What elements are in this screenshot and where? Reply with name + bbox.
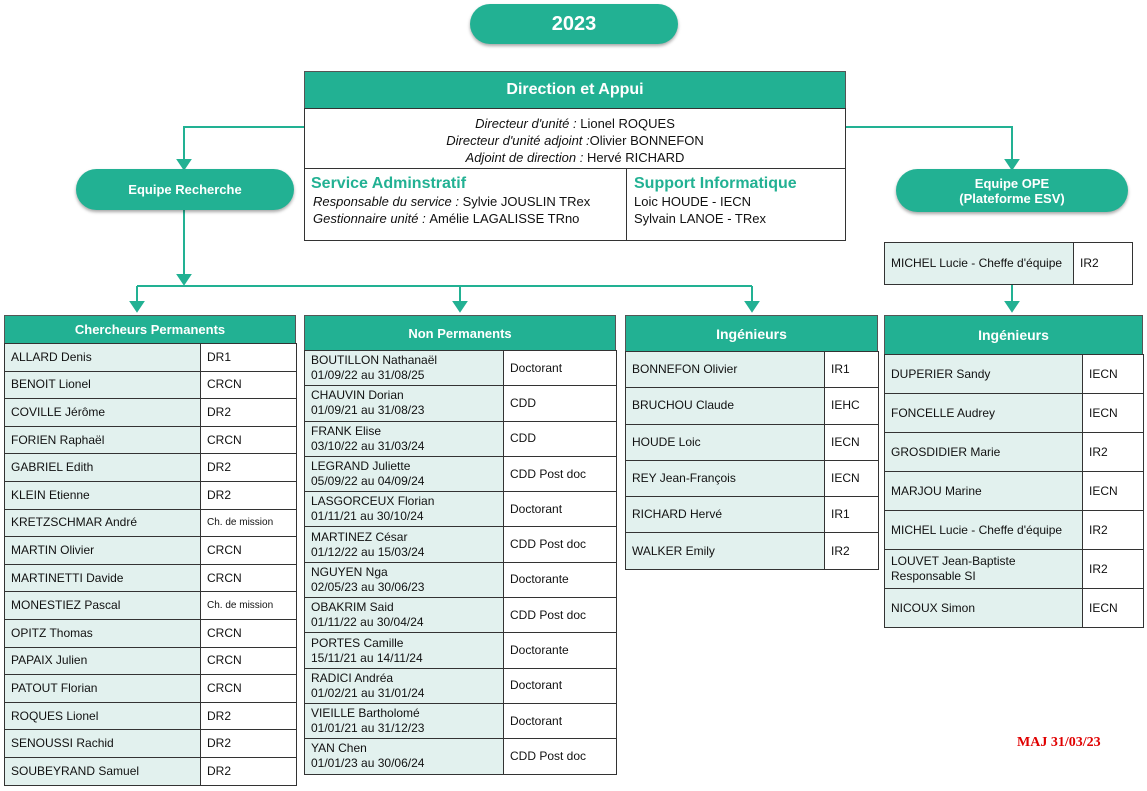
non-permanent-cell-dates: 03/10/22 au 31/03/24 [311, 438, 425, 453]
non-permanent-cell-name: MARTINEZ César [311, 529, 408, 544]
table-row [626, 424, 879, 460]
table-row [626, 460, 879, 496]
ope-engineer-grade: IECN [1083, 394, 1144, 433]
table-row [885, 472, 1144, 511]
non-permanent-cell [305, 456, 504, 491]
table-row [305, 633, 617, 668]
non-permanent-cell [305, 703, 504, 738]
non-permanent-cell [305, 633, 504, 668]
non-permanent-cell-dates: 01/01/21 au 31/12/23 [311, 721, 425, 736]
direction-header [304, 71, 846, 109]
researcher-grade: Ch. de mission [201, 592, 297, 620]
researcher-grade: DR2 [201, 757, 297, 785]
researcher-grade: DR2 [201, 730, 297, 758]
table-row [5, 592, 297, 620]
table-row [626, 533, 879, 569]
non-permanents-table [304, 350, 617, 775]
non-permanents-header [304, 315, 616, 351]
service-admin-line: Responsable du service : Sylvie JOUSLIN TRex [313, 194, 591, 209]
equipe-recherche-label: Equipe Recherche [128, 182, 242, 197]
engineer-grade: IR1 [825, 352, 879, 388]
table-row [5, 509, 297, 537]
non-permanent-cell-name: LASGORCEUX Florian [311, 494, 435, 509]
non-permanent-cell-name: YAN Chen [311, 741, 367, 756]
researcher-grade: DR2 [201, 399, 297, 427]
researcher-name: OPITZ Thomas [5, 619, 201, 647]
ope-engineer-grade: IECN [1083, 472, 1144, 511]
table-row [885, 550, 1144, 589]
researcher-name: SOUBEYRAND Samuel [5, 757, 201, 785]
non-permanent-cell [305, 351, 504, 386]
non-permanent-cell [305, 739, 504, 774]
researcher-name: FORIEN Raphaël [5, 426, 201, 454]
non-permanent-status: Doctorant [504, 703, 617, 738]
ope-engineer-name: DUPERIER Sandy [885, 355, 1083, 394]
table-row [305, 668, 617, 703]
ingenieurs-table [625, 351, 879, 570]
ope-lead-grade: IR2 [1074, 243, 1133, 285]
researcher-grade: DR2 [201, 702, 297, 730]
engineer-name: BRUCHOU Claude [626, 388, 825, 424]
table-row [885, 589, 1144, 628]
service-admin-title: Service Adminstratif [311, 175, 467, 192]
non-permanent-cell-dates: 01/09/22 au 31/08/25 [311, 368, 425, 383]
engineer-name: RICHARD Hervé [626, 497, 825, 533]
non-permanent-cell-dates: 05/09/22 au 04/09/24 [311, 474, 425, 489]
table-row [305, 598, 617, 633]
table-row [885, 511, 1144, 550]
table-row [305, 527, 617, 562]
table-row [5, 344, 297, 372]
ope-engineer-name: FONCELLE Audrey [885, 394, 1083, 433]
chercheurs-header [4, 315, 296, 344]
researcher-name: SENOUSSI Rachid [5, 730, 201, 758]
non-permanent-cell [305, 527, 504, 562]
researcher-grade: CRCN [201, 371, 297, 399]
table-row [305, 386, 617, 421]
non-permanent-cell [305, 386, 504, 421]
non-permanent-cell-name: CHAUVIN Dorian [311, 388, 404, 403]
support-info-line: Sylvain LANOE - TRex [634, 211, 766, 226]
ope-lead-table [884, 242, 1133, 285]
engineer-name: REY Jean-François [626, 460, 825, 496]
ope-lead-name: MICHEL Lucie - Cheffe d'équipe [885, 243, 1074, 285]
non-permanent-cell-dates: 02/05/23 au 30/06/23 [311, 579, 425, 594]
table-row [305, 492, 617, 527]
direction-assistant-line: Adjoint de direction : Hervé RICHARD [465, 150, 685, 165]
non-permanent-status: Doctorant [504, 351, 617, 386]
engineer-name: WALKER Emily [626, 533, 825, 569]
direction-title: Direction et Appui [506, 81, 644, 98]
non-permanent-cell [305, 668, 504, 703]
ingenieurs-ope-header [884, 315, 1143, 355]
ingenieurs-title: Ingénieurs [716, 325, 787, 342]
non-permanent-cell [305, 598, 504, 633]
non-permanent-cell-name: PORTES Camille [311, 635, 404, 650]
researcher-name: BENOIT Lionel [5, 371, 201, 399]
researcher-grade: CRCN [201, 675, 297, 703]
table-row [305, 739, 617, 774]
table-row [305, 421, 617, 456]
ope-engineer-name: MICHEL Lucie - Cheffe d'équipe [885, 511, 1083, 550]
engineer-grade: IECN [825, 460, 879, 496]
researcher-name: ROQUES Lionel [5, 702, 201, 730]
table-row [5, 757, 297, 785]
table-row [5, 675, 297, 703]
equipe-ope-sublabel: (Plateforme ESV) [959, 190, 1065, 206]
researcher-grade: Ch. de mission [201, 509, 297, 537]
table-row [5, 647, 297, 675]
non-permanent-cell-name: BOUTILLON Nathanaël [311, 353, 438, 368]
researcher-grade: DR2 [201, 481, 297, 509]
support-info-title: Support Informatique [634, 175, 797, 192]
ingenieurs-header [625, 315, 878, 352]
researcher-name: MARTINETTI Davide [5, 564, 201, 592]
update-note: MAJ 31/03/23 [1017, 735, 1101, 750]
non-permanent-status: CDD Post doc [504, 598, 617, 633]
non-permanent-status: CDD [504, 386, 617, 421]
researcher-name: COVILLE Jérôme [5, 399, 201, 427]
table-row [5, 702, 297, 730]
table-row [305, 703, 617, 738]
engineer-grade: IR2 [825, 533, 879, 569]
service-admin-line: Gestionnaire unité : Amélie LAGALISSE TRno [313, 211, 580, 226]
table-row [885, 394, 1144, 433]
non-permanent-cell [305, 492, 504, 527]
engineer-name: HOUDE Loic [626, 424, 825, 460]
researcher-name: MARTIN Olivier [5, 537, 201, 565]
non-permanent-cell-name: OBAKRIM Said [311, 600, 394, 615]
director-line: Directeur d'unité : Lionel ROQUES [475, 116, 675, 131]
table-row [305, 351, 617, 386]
table-row [5, 454, 297, 482]
non-permanent-cell-dates: 01/12/22 au 15/03/24 [311, 544, 425, 559]
table-row [885, 433, 1144, 472]
table-row [5, 399, 297, 427]
ingenieurs-ope-table [884, 354, 1144, 628]
researcher-grade: CRCN [201, 619, 297, 647]
researcher-grade: CRCN [201, 426, 297, 454]
engineer-grade: IECN [825, 424, 879, 460]
researcher-name: KRETZSCHMAR André [5, 509, 201, 537]
table-row [885, 355, 1144, 394]
researcher-name: PAPAIX Julien [5, 647, 201, 675]
equipe-ope-label: Equipe OPE [974, 175, 1050, 191]
ope-engineer-grade: IR2 [1083, 511, 1144, 550]
researcher-name: MONESTIEZ Pascal [5, 592, 201, 620]
ope-engineer-grade: IR2 [1083, 433, 1144, 472]
table-row [305, 562, 617, 597]
table-row [626, 352, 879, 388]
researcher-grade: CRCN [201, 564, 297, 592]
non-permanent-cell-dates: 01/09/21 au 31/08/23 [311, 403, 425, 418]
non-permanent-cell [305, 421, 504, 456]
table-row [5, 564, 297, 592]
non-permanent-cell-dates: 01/11/22 au 30/04/24 [311, 615, 424, 630]
ope-engineer-grade: IR2 [1083, 550, 1144, 589]
non-permanent-cell [305, 562, 504, 597]
engineer-grade: IEHC [825, 388, 879, 424]
ope-engineer-name: LOUVET Jean-Baptiste Responsable SI [885, 550, 1083, 589]
non-permanent-status: Doctorante [504, 633, 617, 668]
non-permanent-status: CDD Post doc [504, 456, 617, 491]
non-permanent-cell-name: LEGRAND Juliette [311, 459, 411, 474]
researcher-name: PATOUT Florian [5, 675, 201, 703]
ope-engineer-grade: IECN [1083, 589, 1144, 628]
ope-engineer-name: MARJOU Marine [885, 472, 1083, 511]
year-badge [470, 4, 678, 44]
researcher-grade: DR1 [201, 344, 297, 372]
non-permanent-status: CDD [504, 421, 617, 456]
table-row [5, 371, 297, 399]
engineer-name: BONNEFON Olivier [626, 352, 825, 388]
non-permanent-status: CDD Post doc [504, 739, 617, 774]
non-permanent-cell-name: RADICI Andréa [311, 670, 394, 685]
service-admin-box [304, 168, 627, 241]
researcher-grade: CRCN [201, 647, 297, 675]
year-label: 2023 [551, 12, 597, 35]
researcher-name: GABRIEL Edith [5, 454, 201, 482]
non-permanent-cell-name: VIEILLE Bartholomé [311, 706, 420, 721]
chercheurs-title: Chercheurs Permanents [74, 322, 226, 337]
table-row [5, 426, 297, 454]
ingenieurs-ope-title: Ingénieurs [978, 327, 1049, 343]
non-permanent-status: Doctorante [504, 562, 617, 597]
table-row [5, 619, 297, 647]
non-permanent-status: CDD Post doc [504, 527, 617, 562]
table-row [626, 497, 879, 533]
non-permanents-title: Non Permanents [408, 325, 512, 341]
deputy-director-line: Directeur d'unité adjoint :Olivier BONNEFON [446, 133, 704, 148]
researcher-name: ALLARD Denis [5, 344, 201, 372]
researcher-grade: DR2 [201, 454, 297, 482]
table-row [5, 537, 297, 565]
non-permanent-cell-dates: 01/01/23 au 30/06/24 [311, 756, 425, 771]
table-row [305, 456, 617, 491]
non-permanent-cell-dates: 01/02/21 au 31/01/24 [311, 685, 425, 700]
ope-engineer-name: NICOUX Simon [885, 589, 1083, 628]
equipe-ope-badge [896, 169, 1128, 212]
non-permanent-status: Doctorant [504, 492, 617, 527]
researcher-name: KLEIN Etienne [5, 481, 201, 509]
non-permanent-status: Doctorant [504, 668, 617, 703]
support-info-line: Loic HOUDE - IECN [634, 194, 752, 209]
researcher-grade: CRCN [201, 537, 297, 565]
non-permanent-cell-name: FRANK Elise [311, 423, 382, 438]
ope-engineer-grade: IECN [1083, 355, 1144, 394]
table-row [5, 481, 297, 509]
non-permanent-cell-dates: 15/11/21 au 14/11/24 [311, 650, 423, 665]
table-row [5, 730, 297, 758]
equipe-recherche-badge [76, 169, 294, 210]
table-row [626, 388, 879, 424]
table-row [885, 243, 1133, 285]
ope-engineer-name: GROSDIDIER Marie [885, 433, 1083, 472]
non-permanent-cell-name: NGUYEN Nga [311, 564, 388, 579]
chercheurs-table [4, 343, 297, 786]
non-permanent-cell-dates: 01/11/21 au 30/10/24 [311, 509, 424, 524]
support-info-box [626, 168, 846, 241]
direction-box [304, 108, 846, 169]
engineer-grade: IR1 [825, 497, 879, 533]
